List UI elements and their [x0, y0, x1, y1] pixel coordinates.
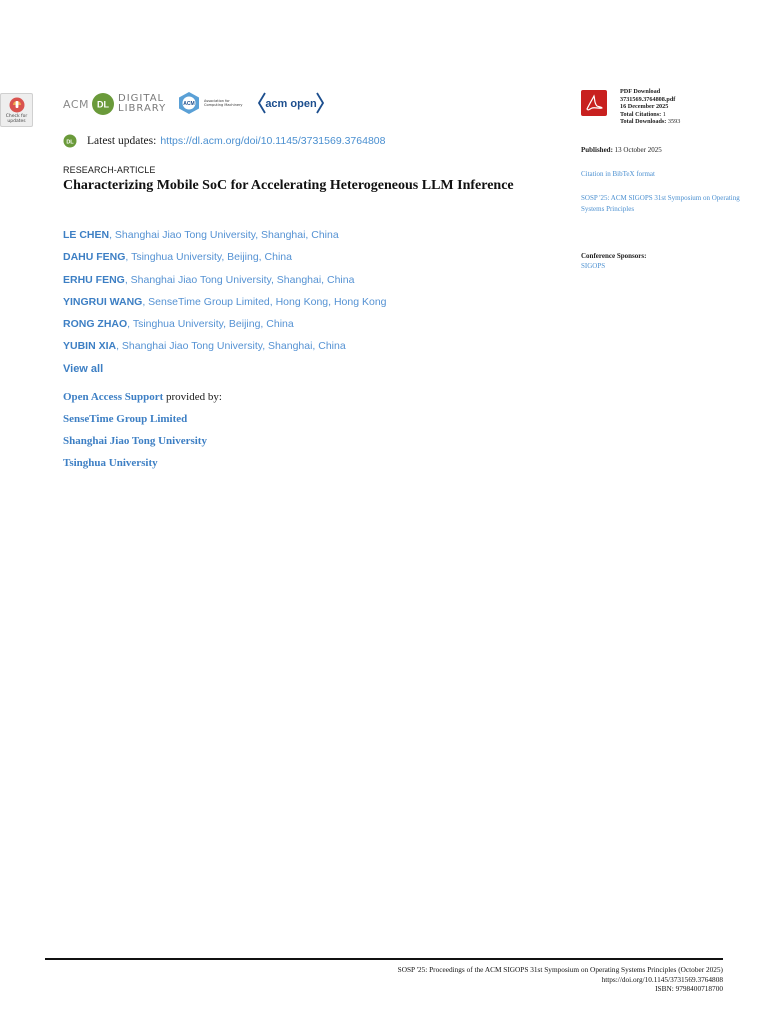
footer-rule	[45, 958, 723, 960]
crossmark-icon	[9, 97, 25, 113]
svg-text:DL: DL	[97, 99, 110, 110]
institution-link-tsinghua[interactable]: Tsinghua University	[63, 457, 158, 469]
acrobat-icon	[581, 90, 607, 116]
citations-value: 1	[661, 110, 666, 118]
association-text: Association for Computing Machinery	[204, 98, 243, 107]
sponsor-link[interactable]: SIGOPS	[581, 262, 606, 270]
author-name[interactable]: RONG ZHAO	[63, 318, 128, 331]
footer	[250, 965, 723, 994]
library-word: LIBRARY	[118, 103, 167, 114]
author-name[interactable]: LE CHEN	[63, 229, 110, 241]
article-title: Characterizing Mobile SoC for Accelerating Heterogeneous LLM Inference	[63, 178, 514, 193]
author-affiliation[interactable]: , SenseTime Group Limited, Hong Kong, Hong Kong	[142, 295, 387, 308]
pdf-date: 16 December 2025	[620, 103, 669, 111]
author-name[interactable]: YINGRUI WANG	[63, 295, 143, 308]
footer-doi[interactable]: https://doi.org/10.1145/3731569.3764808	[601, 974, 723, 984]
dl-small-icon	[63, 134, 77, 148]
svg-text:DL: DL	[66, 139, 74, 146]
provided-by-text: provided by:	[163, 391, 222, 403]
sponsors-label: Conference Sponsors:	[581, 252, 647, 260]
svg-text:acm open: acm open	[265, 98, 317, 110]
author-item	[63, 249, 533, 271]
author-item	[63, 272, 533, 294]
published-date: Published: 13 October 2025	[581, 146, 662, 154]
dl-mark-icon	[91, 92, 115, 116]
author-affiliation[interactable]: , Shanghai Jiao Tong University, Shanghai, China	[109, 229, 339, 241]
author-list	[63, 227, 533, 377]
pdf-filename: 3731569.3764808.pdf	[620, 95, 676, 103]
author-affiliation[interactable]: , Tsinghua University, Beijing, China	[127, 318, 294, 331]
article-type: RESEARCH-ARTICLE	[63, 165, 156, 175]
pdf-heading: PDF Download	[620, 88, 661, 95]
open-access-link[interactable]: Open Access Support	[63, 391, 164, 403]
citations-label: Total Citations:	[620, 110, 662, 118]
author-item	[63, 227, 533, 249]
pdf-icon[interactable]	[581, 90, 607, 116]
downloads-label: Total Downloads:	[620, 118, 667, 126]
author-name[interactable]: YUBIN XIA	[63, 340, 117, 353]
author-affiliation[interactable]: , Shanghai Jiao Tong University, Shanghai, China	[116, 340, 346, 353]
conference-sponsors	[581, 251, 646, 271]
author-item	[63, 294, 533, 316]
author-affiliation[interactable]: , Tsinghua University, Beijing, China	[125, 251, 292, 264]
latest-updates-label: Latest updates:	[87, 135, 157, 147]
footer-isbn: ISBN: 9798400718700	[655, 984, 723, 994]
institution-link-sensetime[interactable]: SenseTime Group Limited	[63, 413, 188, 425]
acm-open-mark	[258, 90, 324, 116]
acm-seal-icon	[177, 91, 201, 115]
digital-word: DIGITAL	[118, 93, 165, 104]
svg-text:ACM: ACM	[183, 101, 195, 107]
check-for-updates-badge[interactable]	[0, 93, 33, 127]
bibtex-citation-link[interactable]: Citation in BibTeX format	[581, 170, 655, 178]
conference-link[interactable]: SOSP '25: ACM SIGOPS 31st Symposium on Operating Systems Principles	[581, 194, 740, 213]
author-affiliation[interactable]: , Shanghai Jiao Tong University, Shanghai, China	[124, 273, 355, 286]
pdf-download-info[interactable]	[620, 88, 680, 126]
author-name[interactable]: ERHU FENG	[63, 273, 125, 286]
author-item	[63, 316, 533, 338]
institution-link-sjtu[interactable]: Shanghai Jiao Tong University	[63, 435, 207, 447]
author-item	[63, 338, 533, 360]
badge-label: Check for updates	[5, 114, 28, 124]
footer-proceedings: SOSP '25: Proceedings of the ACM SIGOPS 31st Symposium on Operating Systems Principles (October 2025)	[397, 965, 723, 974]
doi-link[interactable]: https://dl.acm.org/doi/10.1145/3731569.3764808	[160, 135, 386, 147]
acm-wordmark: ACM	[63, 97, 90, 111]
acm-open-logo[interactable]	[258, 90, 324, 116]
downloads-value: 3593	[666, 118, 681, 126]
author-name[interactable]: DAHU FENG	[63, 251, 126, 264]
open-access-section	[63, 389, 222, 477]
view-all-link[interactable]: View all	[63, 362, 104, 375]
latest-updates	[63, 134, 385, 148]
acm-digital-library-logo[interactable]	[63, 90, 166, 118]
acm-association-logo[interactable]	[177, 91, 248, 115]
